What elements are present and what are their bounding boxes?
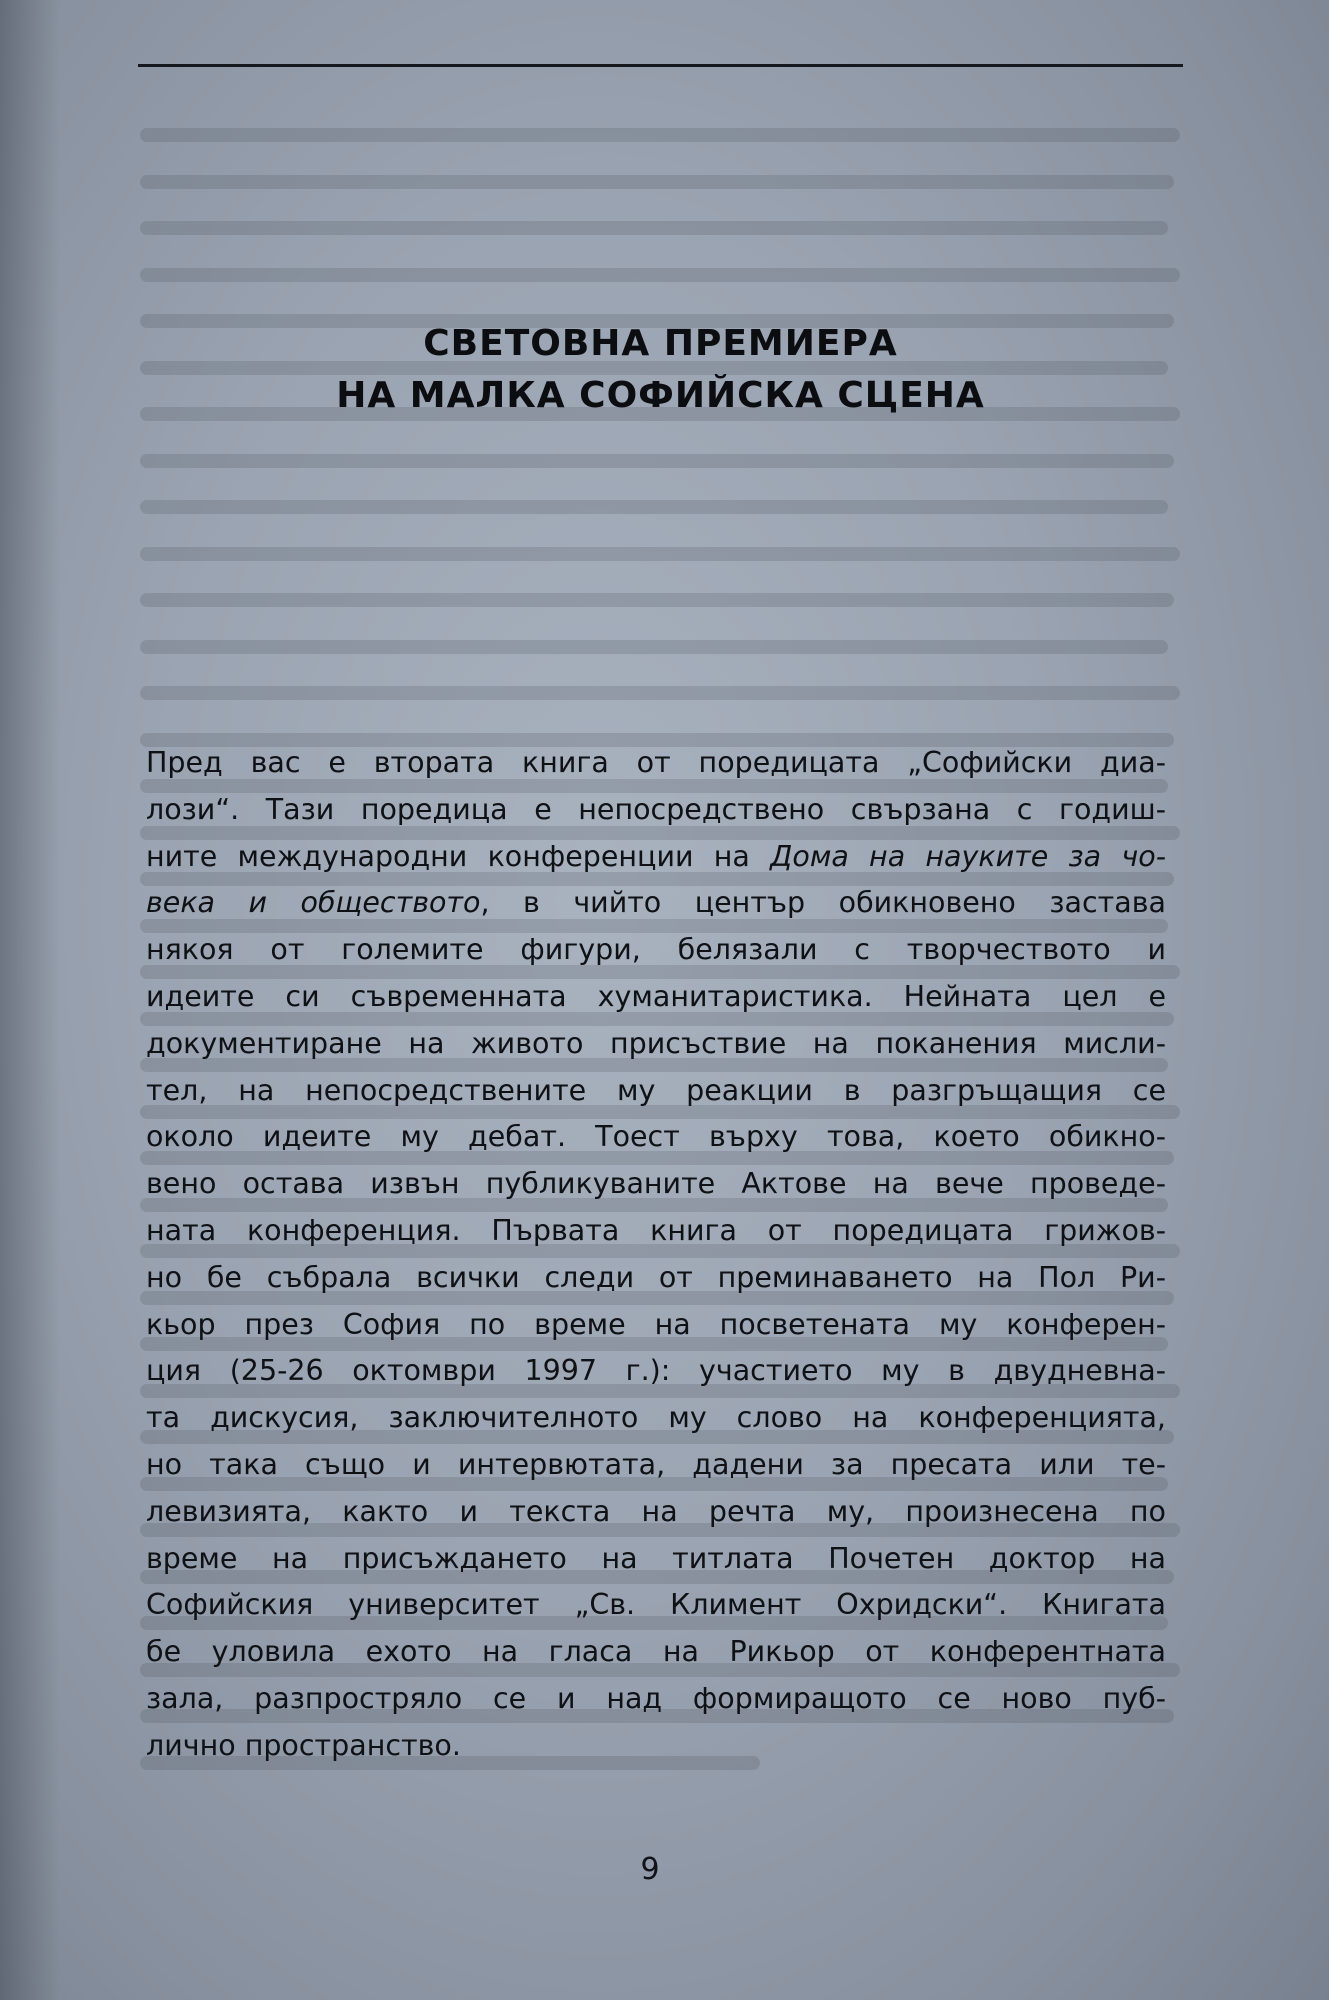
body-line-16: но така също и интервютата, дадени за пресата или те- <box>146 1447 1166 1481</box>
show-through-line <box>140 221 1168 235</box>
show-through-line <box>140 686 1180 700</box>
body-line-10: вено остава извън публикуваните Актове на вече проведе- <box>146 1167 1166 1201</box>
body-paragraph <box>146 740 1166 1770</box>
body-line-6: идеите си съвременната хуманитаристика. Нейната цел е <box>146 979 1166 1013</box>
show-through-line <box>140 175 1174 189</box>
body-line-17: левизията, както и текста на речта му, произнесена по <box>146 1494 1166 1528</box>
show-through-line <box>140 500 1168 514</box>
body-line-15: та дискусия, заключителното му слово на конференцията, <box>146 1401 1166 1435</box>
header-rule <box>138 64 1183 67</box>
body-line-11: ната конференция. Първата книга от поредицата грижов- <box>146 1213 1166 1247</box>
body-line-8: тел, на непосредствените му реакции в разгръщащия се <box>146 1073 1166 1107</box>
body-line-9: около идеите му дебат. Тоест върху това, което обикно- <box>146 1120 1166 1154</box>
show-through-line <box>140 454 1174 468</box>
section-title <box>138 318 1183 422</box>
body-line-5: някоя от големите фигури, белязали с творчеството и <box>146 933 1166 967</box>
body-line-12: но бе събрала всички следи от преминаването на Пол Ри- <box>146 1260 1166 1294</box>
show-through-line <box>140 547 1180 561</box>
page-number: 9 <box>640 1852 660 1887</box>
show-through-line <box>140 593 1174 607</box>
page-edge-shadow <box>0 0 60 2000</box>
body-line-4: века и обществото, в чийто център обикновено застава <box>146 886 1166 920</box>
section-title-line-2: НА МАЛКА СОФИЙСКА СЦЕНА <box>336 375 985 416</box>
show-through-line <box>140 268 1180 282</box>
institution-name-italic: Дома на науките за чо- <box>770 839 1166 873</box>
body-line-20: бе уловила ехото на гласа на Рикьор от конферентната <box>146 1635 1166 1669</box>
institution-name-italic-cont: века и обществото <box>146 886 481 920</box>
body-line-18: време на присъждането на титлата Почетен доктор на <box>146 1541 1166 1575</box>
body-line-14: ция (25-26 октомври 1997 г.): участието му в двудневна- <box>146 1354 1166 1388</box>
body-line-13: кьор през София по време на посветената му конферен- <box>146 1307 1166 1341</box>
show-through-line <box>140 128 1180 142</box>
body-line-1: Пред вас е втората книга от поредицата „Софийски диа- <box>146 746 1166 779</box>
body-line-19: Софийския университет „Св. Климент Охридски“. Книгата <box>146 1588 1166 1622</box>
body-line-3: ните международни конференции на Дома на науките за чо- <box>146 839 1166 873</box>
body-line-2: лози“. Тази поредица е непосредствено свързана с годиш- <box>146 792 1166 826</box>
body-line-22: лично пространство. <box>146 1728 461 1762</box>
body-line-21: зала, разпростряло се и над формиращото се ново пуб- <box>146 1681 1166 1715</box>
section-title-line-1: СВЕТОВНА ПРЕМИЕРА <box>423 323 898 364</box>
show-through-line <box>140 640 1168 654</box>
body-line-7: документиране на живото присъствие на поканения мисли- <box>146 1026 1166 1060</box>
